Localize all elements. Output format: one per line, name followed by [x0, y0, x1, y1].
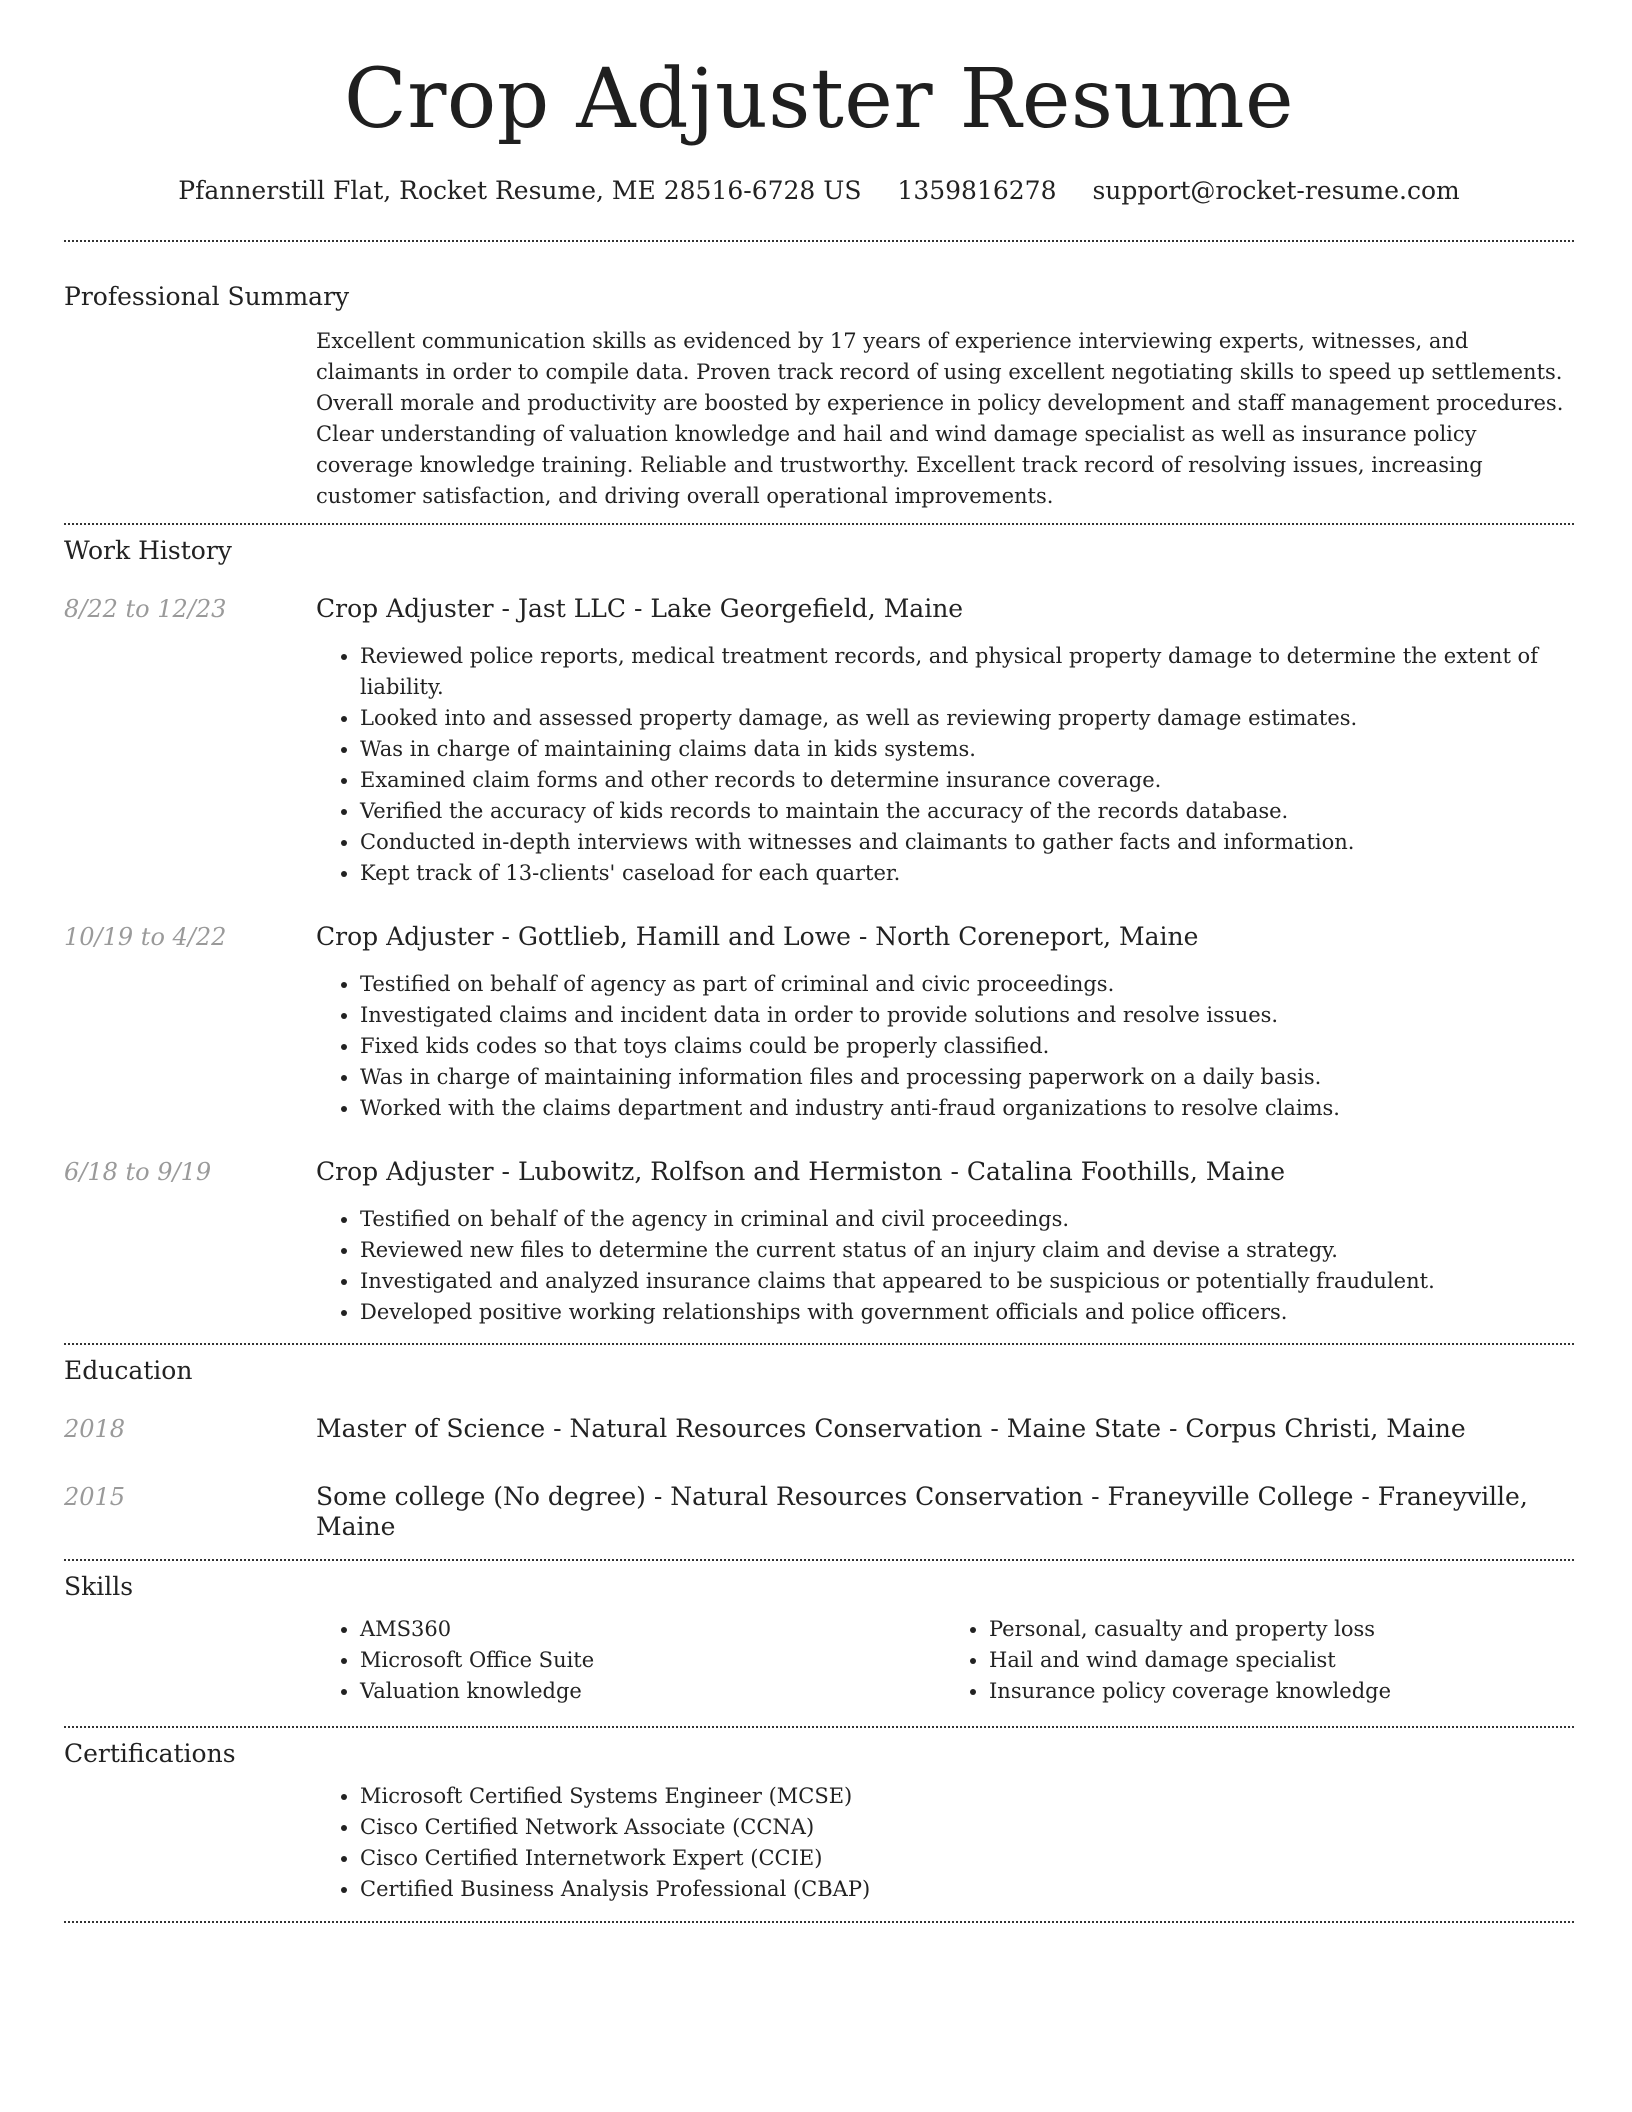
job-bullets: [316, 1204, 1574, 1328]
job-dates: 6/18 to 9/19: [64, 1158, 212, 1186]
job-title: Crop Adjuster - Gottlieb, Hamill and Lowe - North Coreneport, Maine: [316, 922, 1199, 951]
list-item: • Testified on behalf of agency as part of criminal and civic proceedings.: [360, 969, 1574, 1000]
education-detail: Some college (No degree) - Natural Resources Conservation - Franeyville College - Franeyville, Maine: [316, 1482, 1528, 1541]
education-detail: Master of Science - Natural Resources Conservation - Maine State - Corpus Christi, Maine: [316, 1414, 1466, 1443]
divider: [64, 1726, 1574, 1728]
list-item: • Cisco Certified Internetwork Expert (CCIE): [360, 1843, 1574, 1874]
job-dates: 8/22 to 12/23: [64, 595, 227, 623]
list-item: • Investigated and analyzed insurance claims that appeared to be suspicious or potentially fraudulent.: [360, 1266, 1574, 1297]
divider: [64, 1559, 1574, 1561]
resume-page: [64, 0, 1574, 1923]
job-bullets: [316, 641, 1574, 889]
job-entry: [64, 594, 1574, 889]
list-item: • Microsoft Office Suite: [360, 1645, 945, 1676]
list-item: • Was in charge of maintaining claims data in kids systems.: [360, 734, 1574, 765]
list-item: • Developed positive working relationships with government officials and police officers.: [360, 1297, 1574, 1328]
list-item: • Valuation knowledge: [360, 1676, 945, 1707]
list-item: • Verified the accuracy of kids records to maintain the accuracy of the records database.: [360, 796, 1574, 827]
skills-heading: Skills: [64, 1572, 134, 1601]
skills-list: [316, 1614, 1574, 1707]
divider: [64, 240, 1574, 242]
contact-phone: 1359816278: [897, 176, 1057, 205]
education-entry: [64, 1482, 1574, 1542]
list-item: • Looked into and assessed property damage, as well as reviewing property damage estimates.: [360, 703, 1574, 734]
certifications-list: [316, 1781, 1574, 1905]
list-item: • Examined claim forms and other records to determine insurance coverage.: [360, 765, 1574, 796]
resume-title: Crop Adjuster Resume: [343, 52, 1295, 147]
summary-heading: Professional Summary: [64, 282, 350, 311]
job-dates: 10/19 to 4/22: [64, 923, 227, 951]
list-item: • Personal, casualty and property loss: [989, 1614, 1574, 1645]
list-item: • Worked with the claims department and industry anti-fraud organizations to resolve claims.: [360, 1093, 1574, 1124]
list-item: • Hail and wind damage specialist: [989, 1645, 1574, 1676]
list-item: • Investigated claims and incident data in order to provide solutions and resolve issues.: [360, 1000, 1574, 1031]
education-entry: [64, 1414, 1574, 1444]
job-entry: [64, 922, 1574, 1124]
list-item: • Reviewed new files to determine the current status of an injury claim and devise a strategy.: [360, 1235, 1574, 1266]
list-item: • Microsoft Certified Systems Engineer (MCSE): [360, 1781, 1574, 1812]
list-item: • Insurance policy coverage knowledge: [989, 1676, 1574, 1707]
summary-text: Excellent communication skills as evidenced by 17 years of experience interviewing experts, witnesses, and claimants in order to compile data. Proven track record of using excellent negotiating skills to speed up settlements. Overall morale and productivity are boosted by experience in policy development and staff management procedures. Clear understanding of valuation knowledge and hail and wind damage specialist as well as insurance policy coverage knowledge training. Reliable and trustworthy. Excellent track record of resolving issues, increasing customer satisfaction, and driving overall operational improvements.: [316, 329, 1564, 508]
contact-address: Pfannerstill Flat, Rocket Resume, ME 28516-6728 US: [178, 176, 862, 205]
job-title: Crop Adjuster - Lubowitz, Rolfson and Hermiston - Catalina Foothills, Maine: [316, 1157, 1286, 1186]
summary-section: [316, 326, 1574, 512]
work-history-heading: Work History: [64, 536, 232, 565]
job-entry: [64, 1157, 1574, 1328]
education-year: 2015: [64, 1483, 126, 1511]
certifications-section: [316, 1781, 1574, 1905]
list-item: • Certified Business Analysis Professional (CBAP): [360, 1874, 1574, 1905]
divider: [64, 1343, 1574, 1345]
job-bullets: [316, 969, 1574, 1124]
contact-line: [64, 176, 1574, 206]
skills-column-left: [316, 1614, 945, 1707]
list-item: • Testified on behalf of the agency in criminal and civil proceedings.: [360, 1204, 1574, 1235]
list-item: • Reviewed police reports, medical treatment records, and physical property damage to determine the extent of liability.: [360, 641, 1574, 703]
divider: [64, 1921, 1574, 1923]
contact-email: support@rocket-resume.com: [1092, 176, 1460, 205]
list-item: • Cisco Certified Network Associate (CCNA): [360, 1812, 1574, 1843]
job-title: Crop Adjuster - Jast LLC - Lake Georgefield, Maine: [316, 594, 964, 623]
education-year: 2018: [64, 1415, 126, 1443]
education-heading: Education: [64, 1356, 193, 1385]
list-item: • Fixed kids codes so that toys claims could be properly classified.: [360, 1031, 1574, 1062]
certifications-heading: Certifications: [64, 1739, 236, 1768]
list-item: • Kept track of 13-clients' caseload for each quarter.: [360, 858, 1574, 889]
list-item: • AMS360: [360, 1614, 945, 1645]
divider: [64, 523, 1574, 525]
list-item: • Conducted in-depth interviews with witnesses and claimants to gather facts and information.: [360, 827, 1574, 858]
skills-column-right: [945, 1614, 1574, 1707]
list-item: • Was in charge of maintaining information files and processing paperwork on a daily basis.: [360, 1062, 1574, 1093]
